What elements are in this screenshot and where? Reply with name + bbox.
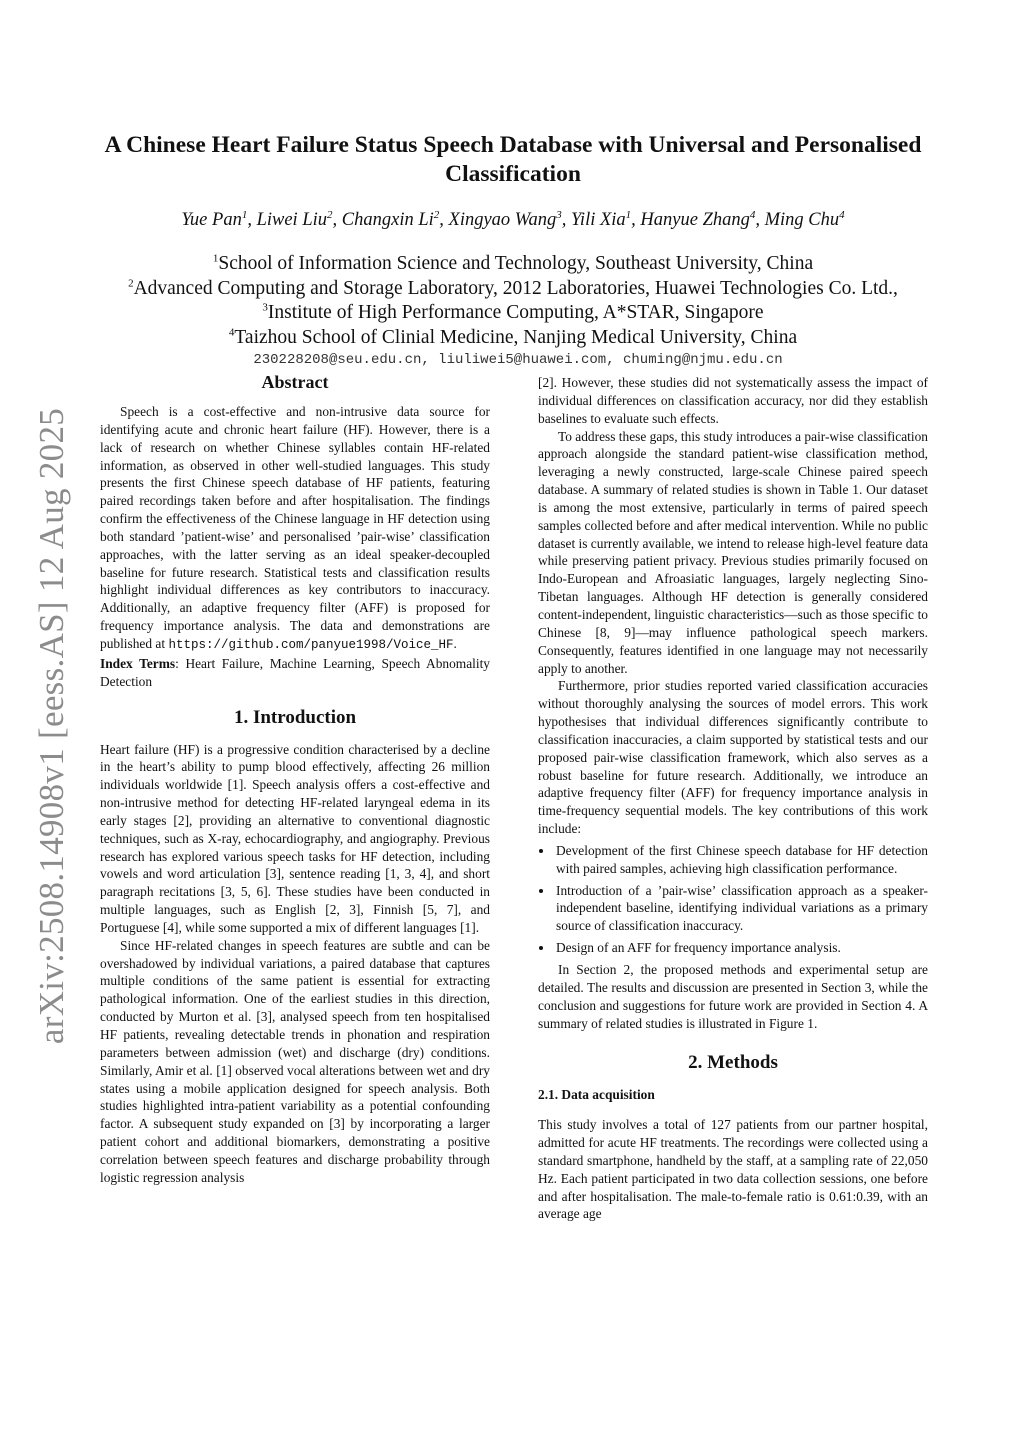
affiliation-line: $^2$Advanced Computing and Storage Laboratory, 2012 Laboratories, Huawei Technologies Co. Ltd., xyxy=(128,277,898,299)
author-name: Yue Pan xyxy=(181,210,242,230)
author-name: Changxin Li xyxy=(341,210,434,230)
affiliation-marker: 1 xyxy=(241,208,248,221)
right-paragraph-2: To address these gaps, this study introduces a pair-wise classification approach alongside the standard patient-wise classification method, leveraging a newly constructed, large-scale Chinese paired speech database. A summary of related studies is shown in Table 1. Our dataset is among the most extensive, particularly in terms of paired speech samples collected before and after medical intervention. While no public dataset is currently available, we intend to release high-level feature data while preserving patient privacy. Previous studies primarily focused on Indo-European and Afroasiatic languages, largely neglecting Sino-Tibetan languages. Although HF detection is generally considered content-independent, linguistic characteristics—such as those specific to Chinese [8, 9]—may influence pathological speech markers. Consequently, features identified in one language may not necessarily apply to another. xyxy=(538,428,929,676)
introduction-heading: 1. Introduction xyxy=(233,706,357,728)
affiliation-marker: 2 xyxy=(327,208,333,221)
affiliation-line: $^3$Institute of High Performance Computing, A*STAR, Singapore xyxy=(262,301,764,323)
author-name: Liwei Liu xyxy=(256,210,328,230)
contribution-list xyxy=(538,842,928,957)
right-paragraph-1: [2]. However, these studies did not systematically assess the impact of individual differences on classification accuracy, nor did they establish baselines to evaluate such effects. xyxy=(538,375,928,426)
methods-heading: 2. Methods xyxy=(688,1052,778,1074)
email-list: 230228208@seu.edu.cn, liuliwei5@huawei.com, chuming@njmu.edu.cn xyxy=(253,352,783,368)
affiliation-marker: 4 xyxy=(839,208,845,221)
affiliation-list xyxy=(70,252,956,350)
affiliation-line: $^4$Taizhou School of Clinial Medicine, Nanjing Medical University, China xyxy=(228,326,798,348)
arxiv-identifier: arXiv:2508.14908v1 [eess.AS] 12 Aug 2025 xyxy=(32,407,71,1045)
repo-link[interactable]: https://github.com/panyue1998/Voice_HF xyxy=(168,637,454,652)
author-name: Yili Xia xyxy=(571,210,626,230)
right-paragraph-4: In Section 2, the proposed methods and experimental setup are detailed. The results and discussion are presented in Section 3, while the conclusion and suggestions for future work are provided in Section 4. A summary of related studies is illustrated in Figure 1. xyxy=(538,962,928,1031)
author-name: Ming Chu xyxy=(764,210,840,230)
list-item: • Design of an AFF for frequency importance analysis. xyxy=(554,939,928,957)
affiliation-line: $^1$School of Information Science and Technology, Southeast University, China xyxy=(212,252,814,274)
paper-title: A Chinese Heart Failure Status Speech Database with Universal and Personalised Classification xyxy=(104,132,922,187)
affiliation-marker: 2 xyxy=(433,208,440,221)
author-name: Xingyao Wang xyxy=(448,210,557,230)
affiliation-marker: 1 xyxy=(625,208,632,221)
intro-paragraph-1: Heart failure (HF) is a progressive condition characterised by a decline in the heart’s ability to pump blood effectively, affecting 26 million individuals worldwide [1]. Speech analysis offers a cost-effective and non-intrusive method for detecting HF-related laryngeal edema in its early stages [2], providing an alternative to conventional diagnostic techniques, such as X-ray, echocardiography, and angiography. Previous research has explored various speech tasks for HF detection, including vowels and word articulation [3], sentence reading [1, 3, 4], and short paragraph recitations [3, 5, 6]. These studies have been conducted in multiple languages, such as English [2, 3], Finnish [5, 7], and Portuguese [4], while some supported a mix of different languages [1]. xyxy=(100,741,490,935)
abstract-text: Speech is a cost-effective and non-intrusive data source for identifying acute and chronic heart failure (HF). However, there is a lack of research on whether Chinese syllables contain HF-related information, as observed in other well-studied languages. This study presents the first Chinese speech database of HF patients, featuring paired recordings taken before and after hospitalisation. The findings confirm the effectiveness of the Chinese language in HF detection using both standard ’patient-wise’ and personalised ’pair-wise’ classification approaches, with the latter serving as an ideal speaker-decoupled baseline for future research. Statistical tests and classification results highlight individual differences as key contributors to inaccuracy. Additionally, an adaptive frequency filter (AFF) is proposed for frequency importance analysis. The data and demonstrations are published at https://github.com/panyue1998/Voice_HF. xyxy=(100,404,490,652)
author-list: Yue Pan$^1$, Liwei Liu$^2$, Changxin Li$^2$, Xingyao Wang$^3$, Yili Xia$^1$, Hanyue Zhang$^4$, Ming Chu$^4$ xyxy=(181,208,845,230)
abstract-heading: Abstract xyxy=(261,372,329,392)
right-column xyxy=(538,374,928,1223)
list-item: • Introduction of a ’pair-wise’ classification approach as a speaker-independent baseline, identifying individual variations as a primary source of classification inaccuracy. xyxy=(554,882,928,936)
right-paragraph-3: Furthermore, prior studies reported varied classification accuracies without thoroughly analysing the sources of model errors. This work hypothesises that individual differences significantly contribute to classification inaccuracies, a claim supported by statistical tests and our proposed pair-wise classification framework, which also serves as a robust baseline for future research. Additionally, we introduce an adaptive frequency filter (AFF) for frequency importance analysis in time-frequency sequential models. The key contributions of this work include: xyxy=(538,678,928,837)
author-name: Hanyue Zhang xyxy=(640,210,750,230)
data-acquisition-heading: 2.1. Data acquisition xyxy=(538,1087,655,1103)
index-terms: Index Terms: Heart Failure, Machine Learning, Speech Abnomality Detection xyxy=(100,655,491,689)
abstract xyxy=(100,403,490,691)
list-item: • Development of the first Chinese speech database for HF detection with paired samples, achieving high classification performance. xyxy=(554,842,928,878)
intro-paragraph-2: Since HF-related changes in speech features are subtle and can be overshadowed by individual variations, a paired database that captures multiple conditions of the same patient is essential for extracting pathological information. One of the earliest studies in this direction, conducted by Murton et al. [3], analysed speech from ten hospitalised HF patients, revealing detectable trends in phonation and respiration parameters between admission (wet) and discharge (dry) conditions. Similarly, Amir et al. [1] observed vocal alterations between wet and dry states using a mobile application designed for speech analysis. Both studies highlighted intra-patient variability as a potential confounding factor. A subsequent study expanded on [3] by incorporating a larger patient cohort and additional biomarkers, demonstrating a positive correlation between speech features and discharge probability through logistic regression analysis xyxy=(100,937,490,1185)
affiliation-marker: 3 xyxy=(556,208,562,221)
affiliation-marker: 4 xyxy=(749,208,756,221)
left-column xyxy=(100,372,490,1187)
data-paragraph-1: This study involves a total of 127 patients from our partner hospital, admitted for acute HF treatments. The recordings were collected using a standard smartphone, handheld by the staff, at a sampling rate of 22,050 Hz. Each patient participated in two data collection sessions, one before and after hospitalisation. The male-to-female ratio is 0.61:0.39, with an average age xyxy=(538,1117,928,1222)
